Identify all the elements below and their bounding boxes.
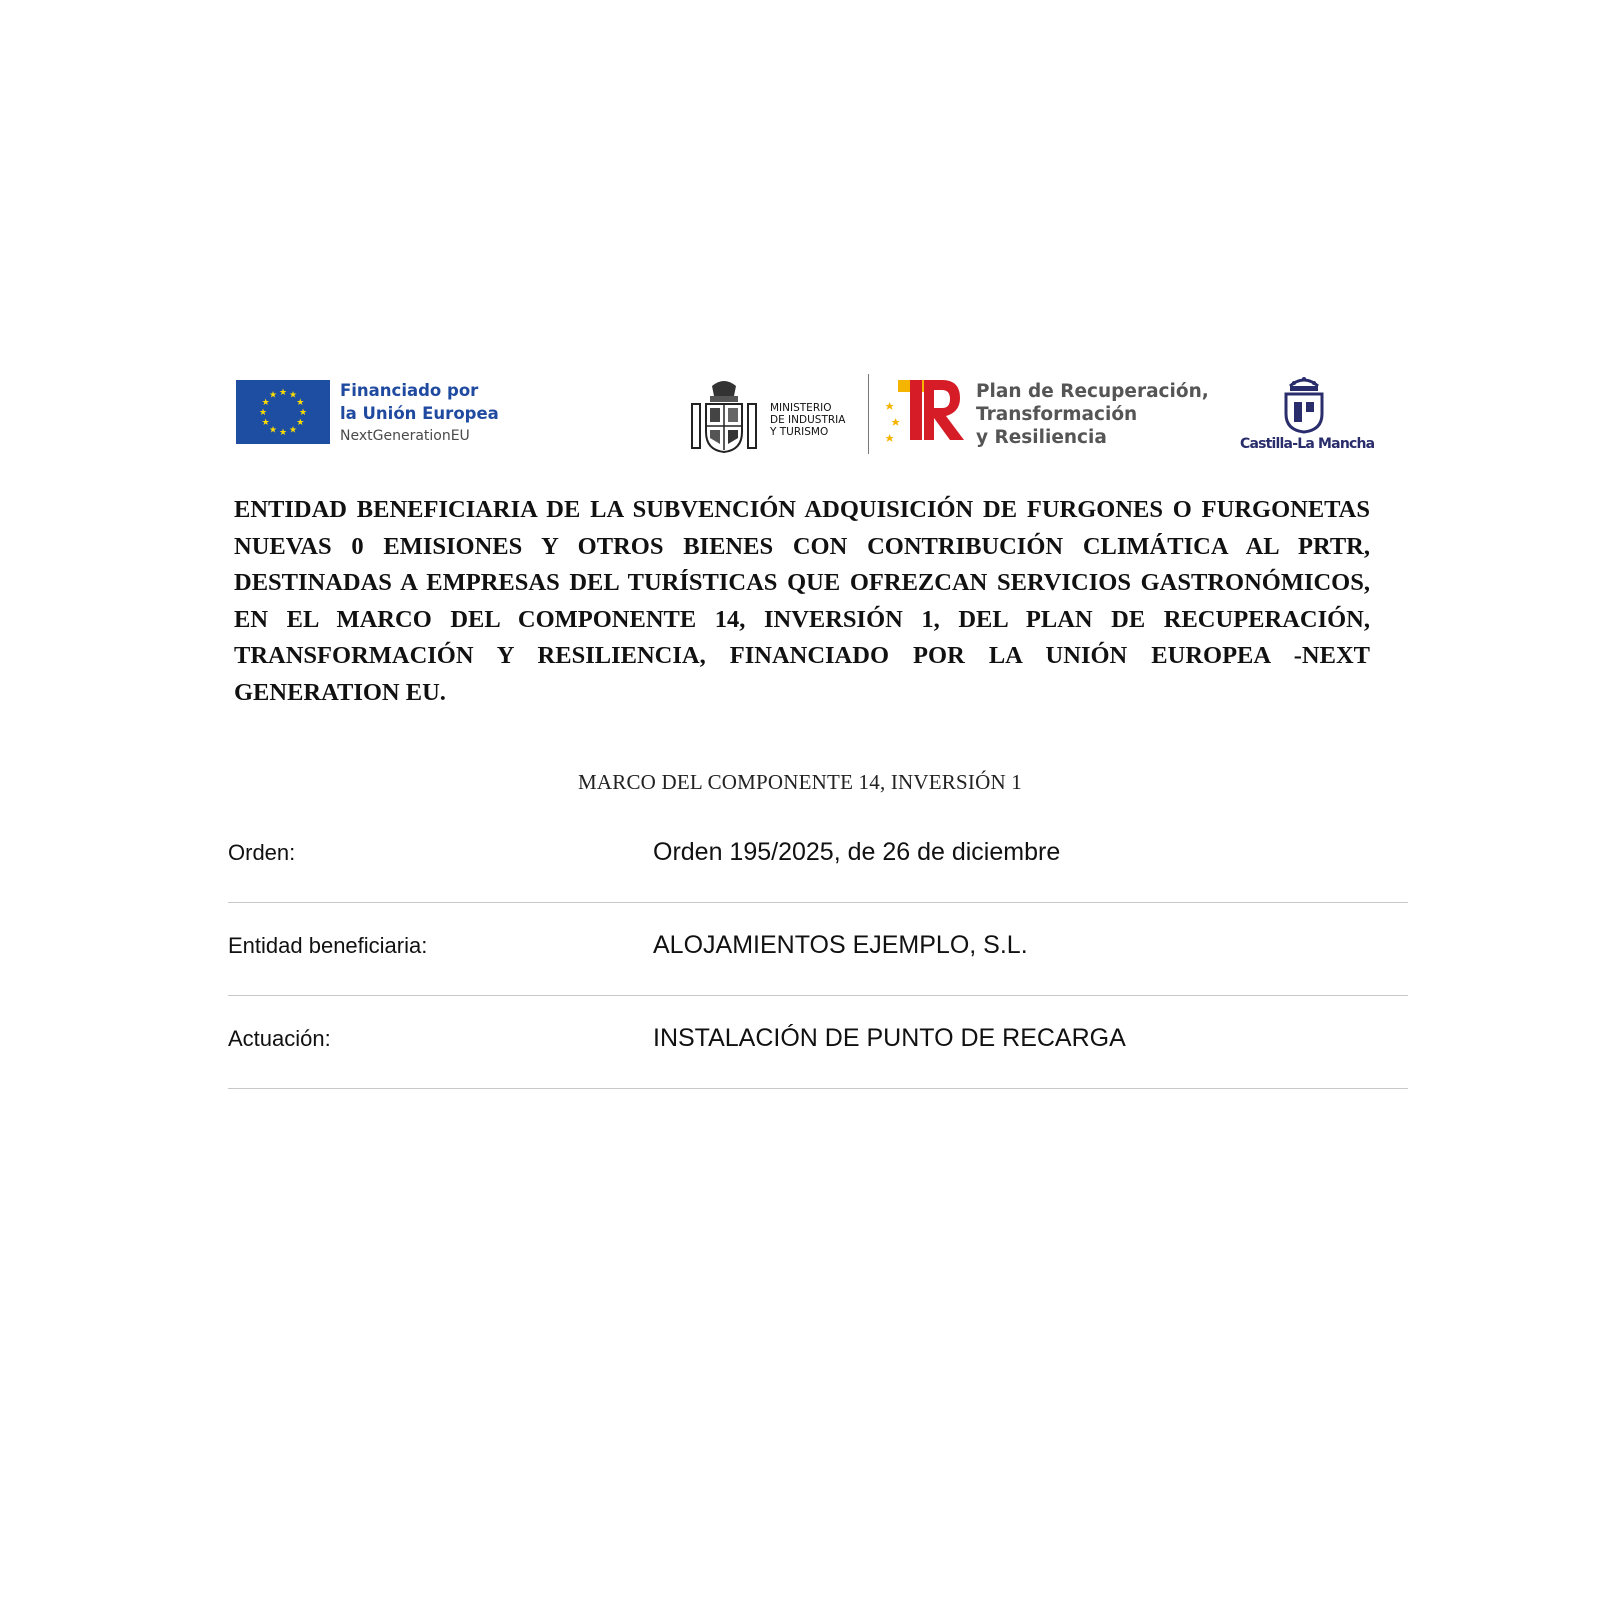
prtr-line-2: Transformación bbox=[976, 404, 1138, 425]
castilla-la-mancha-logo bbox=[1240, 374, 1380, 458]
prtr-tr-mark-icon bbox=[884, 378, 968, 450]
document-subheading: MARCO DEL COMPONENTE 14, INVERSIÓN 1 bbox=[578, 770, 1022, 794]
prtr-line-3: y Resiliencia bbox=[976, 427, 1107, 448]
ministerio-text bbox=[770, 402, 845, 438]
eu-funding-text bbox=[340, 379, 540, 447]
eu-star-icon: ★ bbox=[268, 424, 278, 435]
eu-star-icon: ★ bbox=[288, 389, 298, 400]
ministerio-logo bbox=[688, 378, 868, 454]
eu-text-line-1: Financiado por bbox=[340, 381, 479, 400]
row-label: Actuación: bbox=[228, 1026, 331, 1051]
info-table bbox=[228, 810, 1408, 1089]
eu-star-icon: ★ bbox=[278, 387, 288, 397]
row-label: Orden: bbox=[228, 840, 296, 865]
info-row-actuacion bbox=[228, 996, 1408, 1089]
eu-text-line-3: NextGenerationEU bbox=[340, 428, 470, 444]
prtr-line-1: Plan de Recuperación, bbox=[976, 381, 1209, 402]
eu-star-icon: ★ bbox=[298, 407, 308, 417]
castilla-la-mancha-text: Castilla-La Mancha bbox=[1240, 436, 1375, 452]
row-value: Orden 195/2025, de 26 de diciembre bbox=[653, 838, 1061, 866]
ministerio-line-1: MINISTERIO bbox=[770, 402, 832, 414]
info-row-entidad bbox=[228, 903, 1408, 996]
logo-bar bbox=[0, 0, 1600, 480]
info-row-orden bbox=[228, 810, 1408, 903]
eu-star-icon: ★ bbox=[288, 424, 298, 435]
spain-coat-of-arms-icon bbox=[688, 378, 760, 454]
castle-crown-icon bbox=[1280, 374, 1328, 434]
eu-star-icon: ★ bbox=[296, 417, 305, 427]
prtr-text bbox=[976, 380, 1209, 449]
eu-star-icon: ★ bbox=[258, 407, 268, 417]
eu-star-icon: ★ bbox=[296, 397, 305, 407]
prtr-logo bbox=[884, 378, 1224, 454]
eu-star-icon: ★ bbox=[261, 417, 270, 427]
eu-text-line-2: la Unión Europea bbox=[340, 404, 499, 423]
row-value: ALOJAMIENTOS EJEMPLO, S.L. bbox=[653, 931, 1028, 959]
ministerio-line-3: Y TURISMO bbox=[770, 426, 829, 438]
document-heading: ENTIDAD BENEFICIARIA DE LA SUBVENCIÓN ADQUISICIÓN DE FURGONES O FURGONETAS NUEVAS 0 EMISIONES Y OTROS BIENES CON CONTRIBUCIÓN CLIMÁTICA AL PRTR, DESTINADAS A EMPRESAS DEL TURÍSTICAS QUE OFREZCAN SERVICIOS GASTRONÓMICOS, EN EL MARCO DEL COMPONENTE 14, INVERSIÓN 1, DEL PLAN DE RECUPERACIÓN, TRANSFORMACIÓN Y RESILIENCIA, FINANCIADO POR LA UNIÓN EUROPEA -NEXT GENERATION EU. bbox=[234, 496, 1370, 706]
eu-star-icon: ★ bbox=[261, 397, 270, 407]
row-label: Entidad beneficiaria: bbox=[228, 933, 428, 958]
ministerio-line-2: DE INDUSTRIA bbox=[770, 414, 846, 426]
eu-star-icon: ★ bbox=[268, 389, 278, 400]
row-value: INSTALACIÓN DE PUNTO DE RECARGA bbox=[653, 1024, 1126, 1052]
eu-star-icon: ★ bbox=[278, 427, 288, 437]
logo-separator bbox=[868, 374, 869, 454]
eu-flag-icon bbox=[236, 380, 330, 444]
